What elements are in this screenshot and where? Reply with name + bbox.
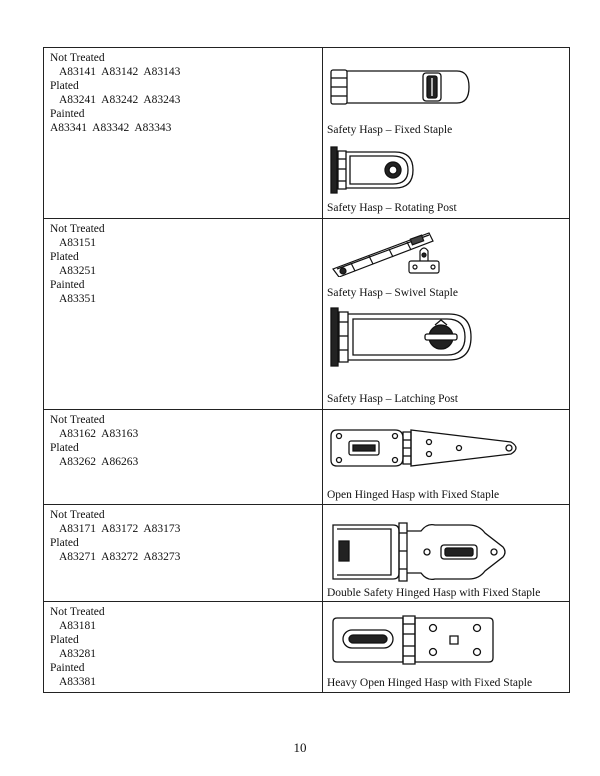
part-numbers: A83251 — [59, 265, 97, 277]
heavy-open-hasp-icon — [329, 614, 497, 666]
product-images-cell — [323, 602, 570, 693]
page-number: 10 — [293, 740, 307, 755]
part-numbers: A83262 A86263 — [59, 456, 139, 468]
part-numbers: A83351 — [59, 293, 97, 305]
part-codes-cell — [44, 219, 323, 410]
product-caption: Safety Hasp – Latching Post — [327, 393, 458, 405]
finish-label: Plated — [50, 251, 79, 263]
table-row — [44, 602, 570, 693]
product-item — [323, 410, 569, 504]
product-images-cell — [323, 505, 570, 602]
table-row — [44, 48, 570, 219]
open-hinged-hasp-icon — [329, 426, 523, 470]
table-row — [44, 219, 570, 410]
part-numbers: A83181 — [59, 620, 97, 632]
part-codes-cell — [44, 410, 323, 505]
part-numbers: A83281 — [59, 648, 97, 660]
product-item — [323, 505, 569, 601]
part-numbers: A83341 A83342 A83343 — [50, 122, 172, 134]
product-images-cell — [323, 219, 570, 410]
product-item — [323, 141, 569, 218]
product-caption: Open Hinged Hasp with Fixed Staple — [327, 489, 500, 501]
finish-label: Not Treated — [50, 509, 105, 521]
product-item — [323, 219, 569, 302]
fixed-staple-hasp-icon — [329, 62, 474, 112]
product-caption: Safety Hasp – Fixed Staple — [327, 124, 453, 136]
finish-label: Plated — [50, 634, 79, 646]
swivel-staple-hasp-icon — [329, 225, 449, 277]
finish-label: Plated — [50, 80, 79, 92]
product-table — [43, 47, 570, 693]
finish-label: Plated — [50, 537, 79, 549]
finish-label: Painted — [50, 108, 85, 120]
finish-label: Not Treated — [50, 606, 105, 618]
product-item — [323, 602, 569, 692]
part-numbers: A83141 A83142 A83143 — [59, 66, 181, 78]
part-codes-cell — [44, 505, 323, 602]
product-images-cell — [323, 48, 570, 219]
rotating-post-hasp-icon — [329, 145, 419, 197]
product-item — [323, 48, 569, 141]
part-numbers: A83151 — [59, 237, 97, 249]
finish-label: Not Treated — [50, 414, 105, 426]
product-caption: Heavy Open Hinged Hasp with Fixed Staple — [327, 677, 533, 689]
finish-label: Painted — [50, 279, 85, 291]
part-numbers: A83271 A83272 A83273 — [59, 551, 181, 563]
product-item — [323, 302, 569, 409]
latching-post-hasp-icon — [329, 306, 479, 370]
finish-label: Not Treated — [50, 223, 105, 235]
finish-label: Plated — [50, 442, 79, 454]
part-numbers: A83162 A83163 — [59, 428, 139, 440]
table-row — [44, 505, 570, 602]
finish-label: Not Treated — [50, 52, 105, 64]
product-caption: Safety Hasp – Swivel Staple — [327, 287, 458, 299]
table-row — [44, 410, 570, 505]
double-safety-hasp-icon — [329, 519, 509, 585]
part-numbers: A83381 — [59, 676, 97, 688]
part-numbers: A83171 A83172 A83173 — [59, 523, 181, 535]
part-numbers: A83241 A83242 A83243 — [59, 94, 181, 106]
part-codes-cell — [44, 48, 323, 219]
product-images-cell — [323, 410, 570, 505]
finish-label: Painted — [50, 662, 85, 674]
part-codes-cell — [44, 602, 323, 693]
product-caption: Double Safety Hinged Hasp with Fixed Staple — [327, 587, 541, 599]
product-caption: Safety Hasp – Rotating Post — [327, 202, 457, 214]
